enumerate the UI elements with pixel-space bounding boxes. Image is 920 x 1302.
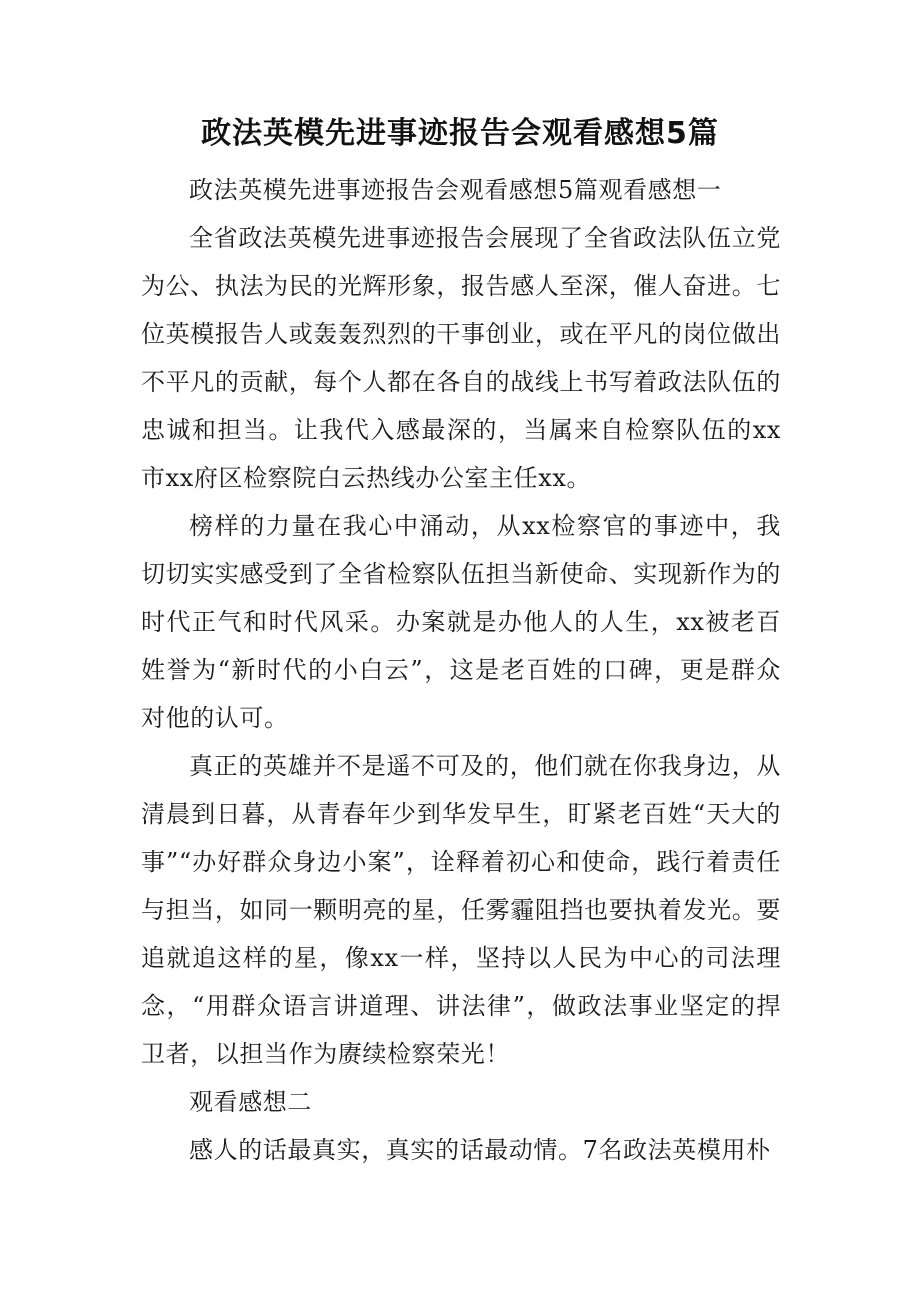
paragraph-section-heading: 观看感想二 — [189, 1088, 312, 1116]
paragraph: 感人的话最真实，真实的话最动情。7名政法英模用朴 — [189, 1136, 771, 1164]
document-title: 政法英模先进事迹报告会观看感想5篇 — [201, 116, 719, 151]
paragraph: 榜样的力量在我心中涌动，从xx检察官的事迹中，我切切实实感受到了全省检察队伍担当新使命、实现新作为的时代正气和时代风采。办案就是办他人的人生，xx被老百姓誉为“新时代的小白云”，这是老百姓的口碑，更是群众对他的认可。 — [141, 512, 781, 732]
paragraph: 真正的英雄并不是遥不可及的，他们就在你我身边，从清晨到日暮，从青春年少到华发早生，盯紧老百姓“天大的事”“办好群众身边小案”，诠释着初心和使命，践行着责任与担当，如同一颗明亮的星，任雾霾阻挡也要执着发光。要追就追这样的星，像xx一样，坚持以人民为中心的司法理念，“用群众语言讲道理、讲法律”，做政法事业坚定的捍卫者，以担当作为赓续检察荣光！ — [141, 752, 781, 1068]
paragraph: 全省政法英模先进事迹报告会展现了全省政法队伍立党为公、执法为民的光辉形象，报告感人至深，催人奋进。七位英模报告人或轰轰烈烈的干事创业，或在平凡的岗位做出不平凡的贡献，每个人都在各自的战线上书写着政法队伍的忠诚和担当。让我代入感最深的，当属来自检察队伍的xx市xx府区检察院白云热线办公室主任xx。 — [141, 224, 781, 492]
paragraph-subtitle: 政法英模先进事迹报告会观看感想5篇观看感想一 — [189, 176, 722, 204]
document-body — [141, 166, 781, 1174]
